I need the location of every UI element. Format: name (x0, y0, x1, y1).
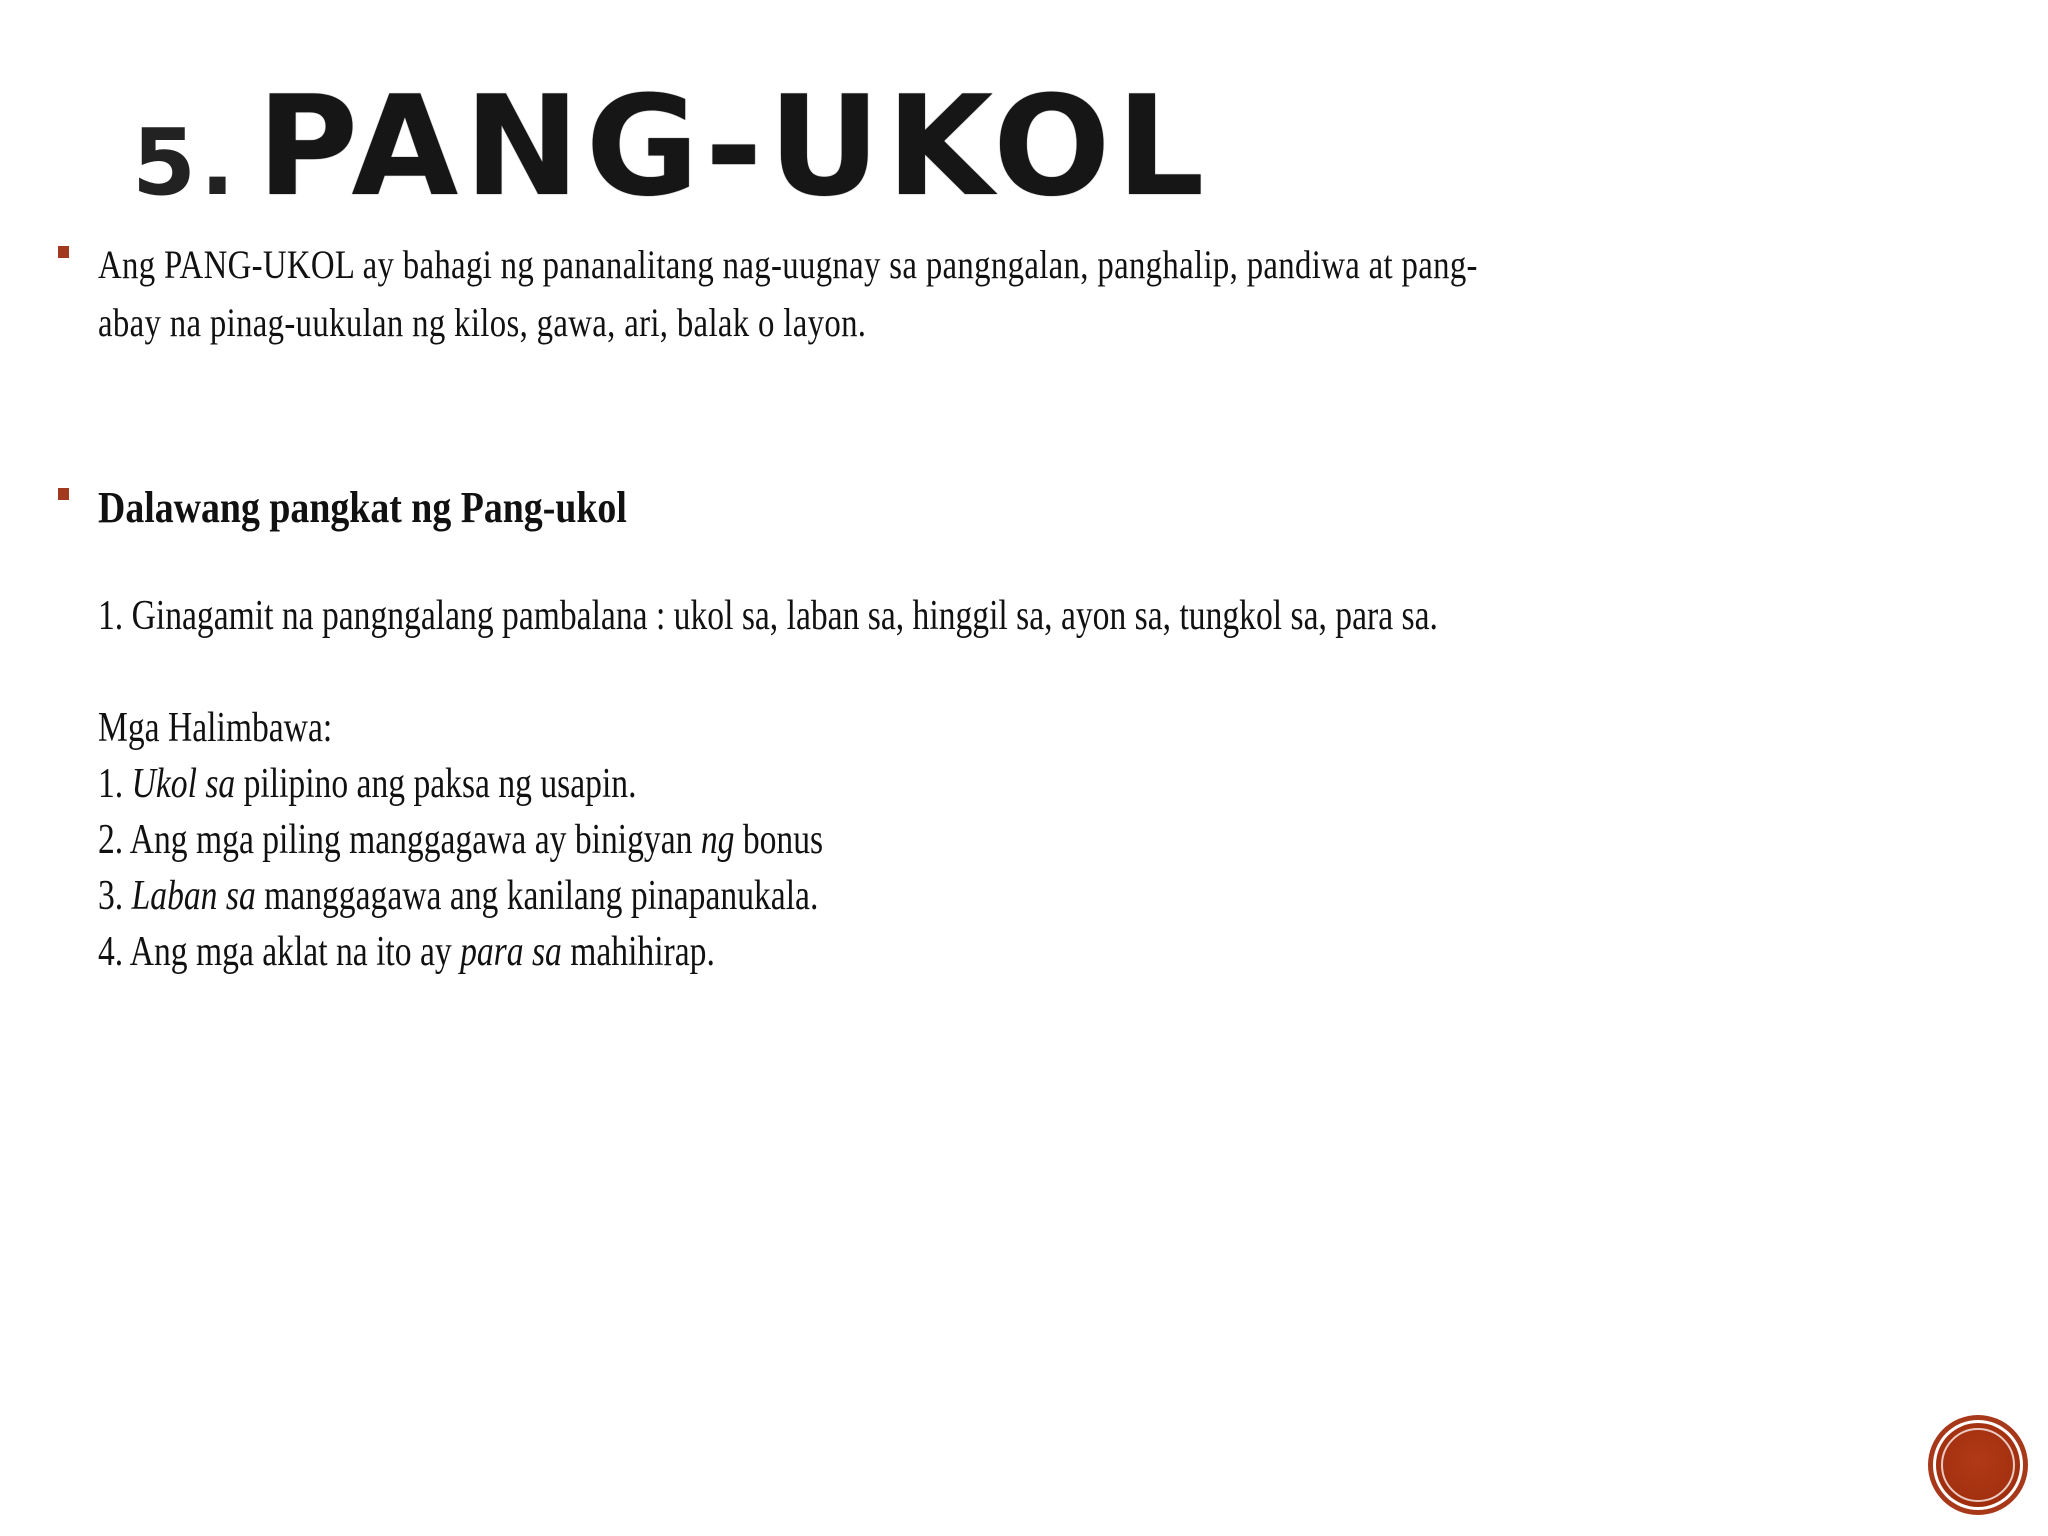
example-line: 1. Ukol sa pilipino ang paksa ng usapin. (98, 761, 637, 807)
definition-line-1: Ang PANG-UKOL ay bahagi ng pananalitang nag-uugnay sa pangngalan, panghalip, pandiwa at pang- (98, 242, 1478, 287)
example-line: 3. Laban sa manggagawa ang kanilang pinapanukala. (98, 873, 819, 919)
circle-button-icon[interactable] (1933, 1420, 2023, 1510)
slide-title (132, 66, 1211, 227)
definition-text (98, 236, 1886, 352)
title-word: PANG-UKOL (256, 66, 1211, 227)
examples-label: Mga Halimbawa: (98, 705, 333, 751)
group-1-line: 1. Ginagamit na pangngalang pambalana : ukol sa, laban sa, hinggil sa, ayon sa, tungkol sa, para sa. (98, 593, 1438, 639)
title-number: 5. (132, 109, 239, 216)
bullet-square-icon (58, 488, 69, 500)
groups-heading: Dalawang pangkat ng Pang-ukol (98, 483, 627, 532)
example-line: 4. Ang mga aklat na ito ay para sa mahihirap. (98, 929, 715, 975)
bullet-definition (54, 236, 1834, 352)
bullet-groups (54, 478, 1834, 980)
circle-ring (1941, 1428, 2015, 1502)
slide-content (54, 236, 1834, 980)
example-line: 2. Ang mga piling manggagawa ay binigyan ng bonus (98, 817, 824, 863)
definition-line-2: abay na pinag-uukulan ng kilos, gawa, ari, balak o layon. (98, 300, 867, 345)
groups-body (98, 588, 1858, 980)
bullet-square-icon (58, 246, 69, 258)
